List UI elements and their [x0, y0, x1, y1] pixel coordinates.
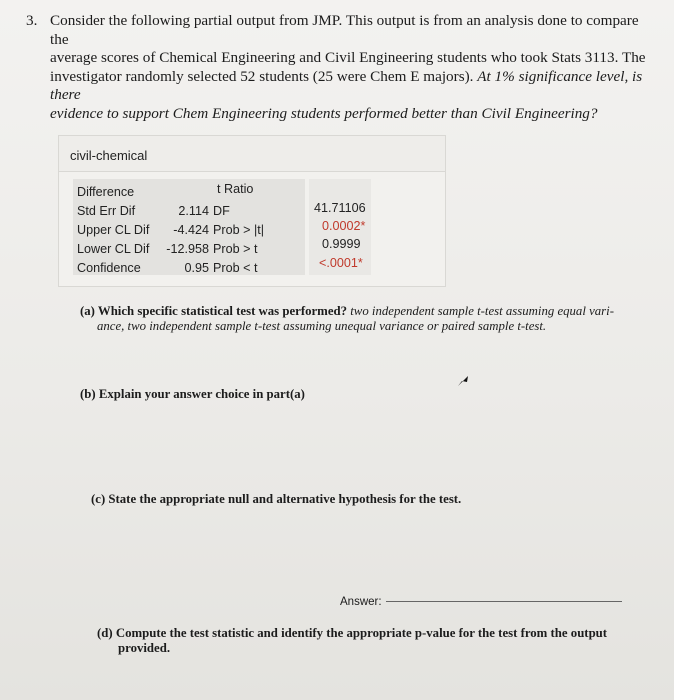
question-text — [50, 12, 654, 124]
question-3 — [26, 12, 654, 124]
part-d-text-1: (d) Compute the test statistic and identify the appropriate p-value for the test from the output — [97, 626, 608, 640]
question-line-4-italic: evidence to support Chem Engineering students performed better than Civil Engineering? — [50, 104, 598, 122]
part-a-label: (a) — [80, 304, 98, 318]
answer-label: Answer: — [340, 596, 382, 608]
part-d — [97, 626, 637, 656]
row-value-confidence: 0.95 — [184, 261, 209, 275]
stat-label-prob-lt-t: Prob < t — [213, 261, 258, 275]
question-line-4 — [50, 105, 654, 124]
row-value-std-err-dif: 2.114 — [178, 204, 209, 218]
row-label-lower-cl-dif: Lower CL Dif — [77, 242, 150, 256]
part-a-bold: Which specific statistical test was performed? — [97, 304, 348, 318]
row-label-upper-cl-dif: Upper CL Dif — [77, 223, 150, 237]
jmp-stat-values — [309, 179, 371, 275]
part-d-line-2 — [118, 641, 637, 656]
stat-label-df: DF — [213, 204, 230, 218]
stat-label-prob-gt-t: Prob > t — [213, 242, 258, 256]
stat-value-t-ratio: 41.71106 — [314, 201, 366, 215]
jmp-output-title: civil-chemical — [70, 148, 148, 163]
jmp-stats-table — [73, 179, 305, 275]
row-label-difference: Difference — [77, 185, 135, 199]
part-d-text-2: provided. — [118, 641, 171, 655]
part-b-text: (b) Explain your answer choice in part(a) — [80, 387, 305, 401]
stat-label-t-ratio: t Ratio — [217, 182, 254, 196]
part-c — [91, 492, 461, 507]
row-label-std-err-dif: Std Err Dif — [77, 204, 136, 218]
row-label-confidence: Confidence — [77, 261, 141, 275]
part-c-text: (c) State the appropriate null and alternative hypothesis for the test. — [91, 492, 462, 506]
question-line-2: average scores of Chemical Engineering and Civil Engineering students who took Stats 3113. The — [50, 49, 646, 67]
stat-value-prob-abs-t: 0.9999 — [322, 237, 361, 251]
part-a-line-2 — [97, 319, 640, 334]
part-b — [80, 387, 305, 402]
part-a-line-1 — [80, 304, 640, 319]
row-value-lower-cl-dif: -12.958 — [166, 242, 209, 256]
part-a-italic-2: ance, two independent sample t-test assuming unequal variance or paired sample t-test. — [97, 319, 547, 333]
question-line-3 — [50, 68, 654, 105]
jmp-output-panel — [58, 135, 446, 287]
row-value-upper-cl-dif: -4.424 — [173, 223, 209, 237]
stat-value-df: 0.0002* — [322, 219, 366, 233]
answer-line[interactable] — [386, 601, 622, 602]
question-line-3-text: investigator randomly selected 52 students (25 were Chem E majors). — [50, 67, 478, 85]
part-a — [80, 304, 640, 334]
part-a-italic-1: two independent sample t-test assuming equal vari- — [347, 304, 614, 318]
mouse-pointer-icon — [456, 374, 470, 388]
stat-label-prob-abs-t: Prob > |t| — [213, 223, 264, 237]
stat-value-prob-gt-t: <.0001* — [319, 256, 363, 270]
question-line-1: Consider the following partial output from JMP. This output is from an analysis done to compare the — [50, 12, 639, 48]
jmp-output-header — [59, 136, 445, 172]
question-line-3-italic: At 1% significance level, is there — [50, 67, 643, 104]
part-d-line-1 — [97, 626, 637, 641]
question-number: 3. — [26, 12, 38, 29]
